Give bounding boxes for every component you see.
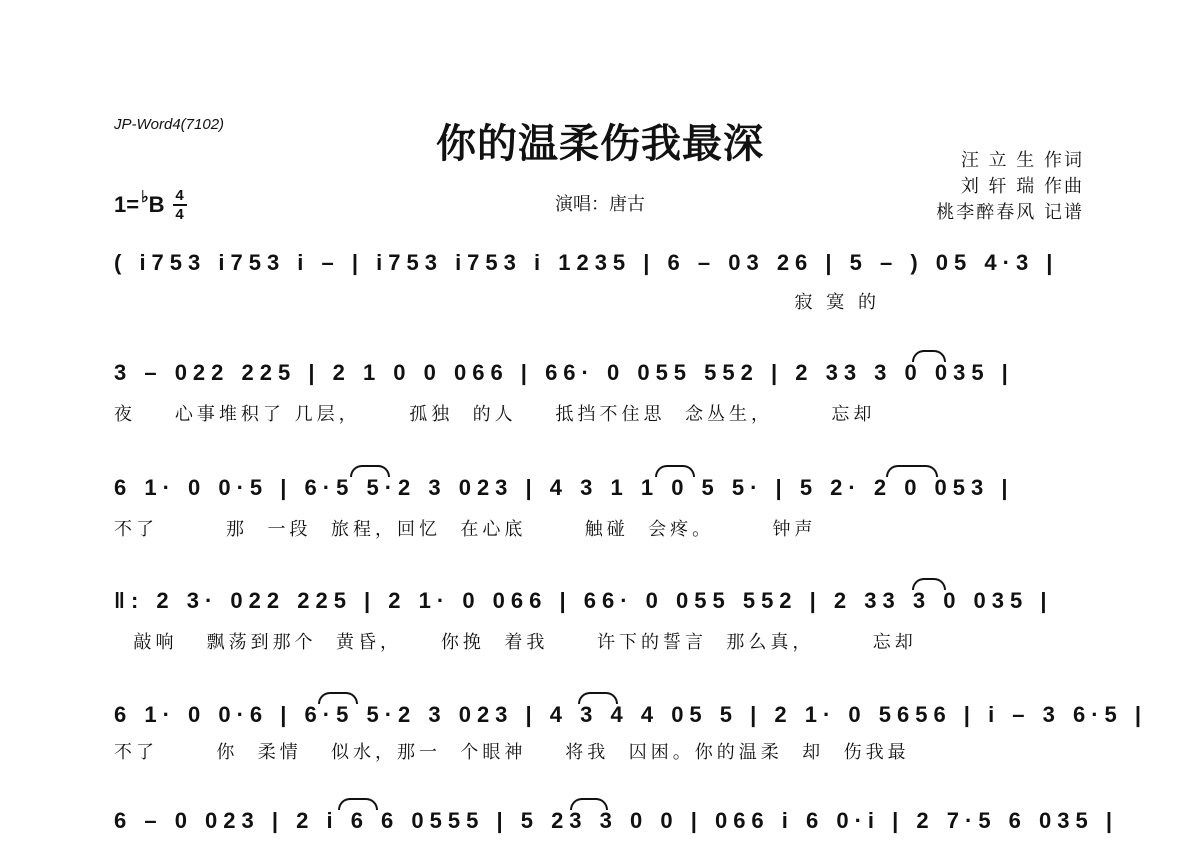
key-note: B [148,192,165,217]
song-title: 你的温柔伤我最深 [436,120,764,167]
slur-mark [338,798,378,810]
slur-mark [912,350,946,362]
lyric-row-1: 寂 寞 的 [114,292,880,313]
slur-mark [570,798,608,810]
transcriber-credit: 桃李醉春风 记谱 [936,202,1084,223]
lyric-row-2: 夜 心事堆积了 几层， 孤独 的人 抵挡不住思 念丛生， 忘却 [114,404,876,425]
notation-row-6: 6 – 0 023 | 2 i 6 6 0555 | 5 23 3 0 0 | 066 i 6 0·i | 2 7·5 6 035 | [114,808,1118,833]
notation-row-4: ‖: 2 3· 022 225 | 2 1· 0 066 | 66· 0 055 552 | 2 33 3 0 035 | [114,588,1053,613]
flat-sign: ♭ [141,189,149,206]
time-signature [173,188,187,222]
key-signature [114,188,187,222]
slur-mark [655,465,695,477]
lyricist-credit: 汪 立 生 作词 [960,150,1084,171]
notation-row-1: ( i753 i753 i – | i753 i753 i 1235 | 6 – 03 26 | 5 – ) 05 4·3 | [114,250,1059,275]
lyric-row-4: 敲响 飘荡到那个 黄昏， 你挽 着我 许下的誓言 那么真， 忘却 [114,632,917,653]
slur-mark [350,465,390,477]
notation-row-5: 6 1· 0 0·6 | 6·5 5·2 3 023 | 4 3 4 4 05 5 | 2 1· 0 5656 | i – 3 6·5 | [114,702,1148,727]
lyric-row-5: 不了 你 柔情 似水，那一 个眼神 将我 囚困。你的温柔 却 伤我最 [114,742,910,763]
time-bottom: 4 [175,206,184,223]
notation-row-3: 6 1· 0 0·5 | 6·5 5·2 3 023 | 4 3 1 1 0 5 5· | 5 2· 2 0 053 | [114,475,1014,500]
slur-mark [578,692,618,704]
slur-mark [318,692,358,704]
notation-row-2: 3 – 022 225 | 2 1 0 0 066 | 66· 0 055 552 | 2 33 3 0 035 | [114,360,1014,385]
slur-mark [886,465,938,477]
singer-credit: 演唱：唐古 [555,194,645,215]
time-top: 4 [175,187,184,204]
slur-mark [912,578,946,590]
key-label: 1= [114,192,140,217]
composer-credit: 刘 轩 瑞 作曲 [960,176,1084,197]
source-label: JP-Word4(7102) [114,116,225,133]
lyric-row-3: 不了 那 一段 旅程，回忆 在心底 触碰 会疼。 钟声 [114,519,817,540]
